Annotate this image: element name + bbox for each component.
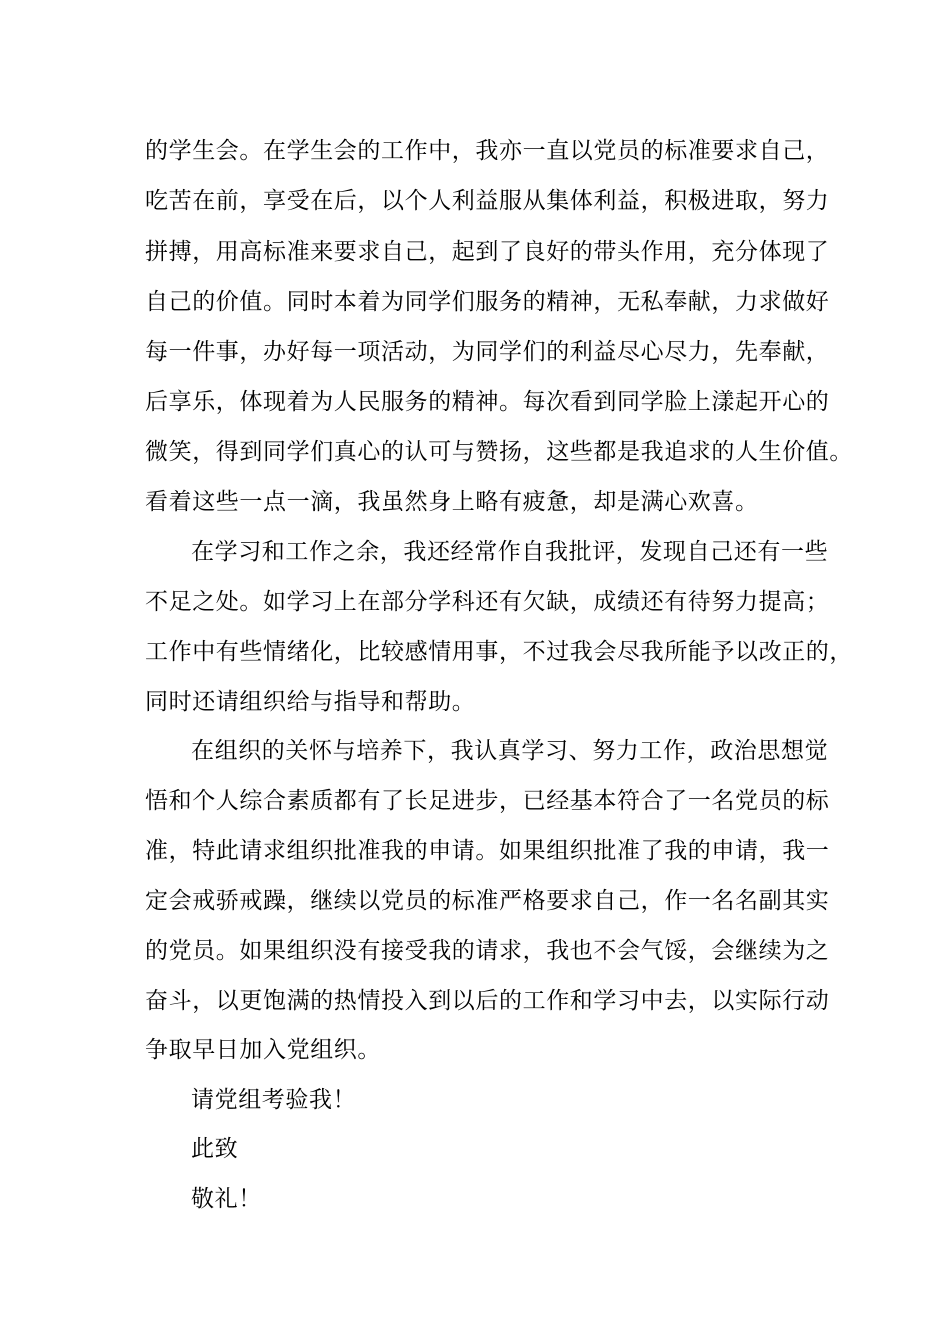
paragraph-line: 准，特此请求组织批准我的申请。如果组织批准了我的申请，我一: [145, 838, 830, 864]
paragraph-line: 定会戒骄戒躁，继续以党员的标准严格要求自己，作一名名副其实: [145, 888, 830, 914]
closing-salutation: 此致: [191, 1136, 239, 1162]
paragraph-line: 的学生会。在学生会的工作中，我亦一直以党员的标准要求自己，: [145, 138, 830, 164]
paragraph-line: 的党员。如果组织没有接受我的请求，我也不会气馁，会继续为之: [145, 938, 830, 964]
paragraph-line: 每一件事，办好每一项活动，为同学们的利益尽心尽力，先奉献，: [145, 339, 830, 365]
paragraph-first-line: 在学习和工作之余，我还经常作自我批评，发现自己还有一些: [191, 539, 829, 565]
paragraph-line: 不足之处。如学习上在部分学科还有欠缺，成绩还有待努力提高；: [145, 589, 830, 615]
paragraph-line: 争取早日加入党组织。: [145, 1037, 381, 1063]
paragraph-line: 看着这些一点一滴，我虽然身上略有疲惫，却是满心欢喜。: [145, 489, 759, 515]
paragraph-line: 吃苦在前，享受在后，以个人利益服从集体利益，积极进取，努力: [145, 188, 830, 214]
paragraph-line: 同时还请组织给与指导和帮助。: [145, 689, 476, 715]
paragraph-line: 微笑，得到同学们真心的认可与赞扬，这些都是我追求的人生价值。: [145, 439, 853, 465]
paragraph-line: 工作中有些情绪化，比较感情用事，不过我会尽我所能予以改正的，: [145, 639, 853, 665]
paragraph-line: 奋斗，以更饱满的热情投入到以后的工作和学习中去，以实际行动: [145, 988, 830, 1014]
paragraph-line: 拼搏，用高标准来要求自己，起到了良好的带头作用，充分体现了: [145, 239, 830, 265]
closing-request: 请党组考验我！: [191, 1087, 357, 1113]
closing-regards: 敬礼！: [191, 1186, 262, 1212]
paragraph-line: 悟和个人综合素质都有了长足进步，已经基本符合了一名党员的标: [145, 788, 830, 814]
paragraph-line: 后享乐，体现着为人民服务的精神。每次看到同学脸上漾起开心的: [145, 389, 830, 415]
paragraph-line: 自己的价值。同时本着为同学们服务的精神，无私奉献，力求做好: [145, 289, 830, 315]
paragraph-first-line: 在组织的关怀与培养下，我认真学习、努力工作，政治思想觉: [191, 738, 829, 764]
